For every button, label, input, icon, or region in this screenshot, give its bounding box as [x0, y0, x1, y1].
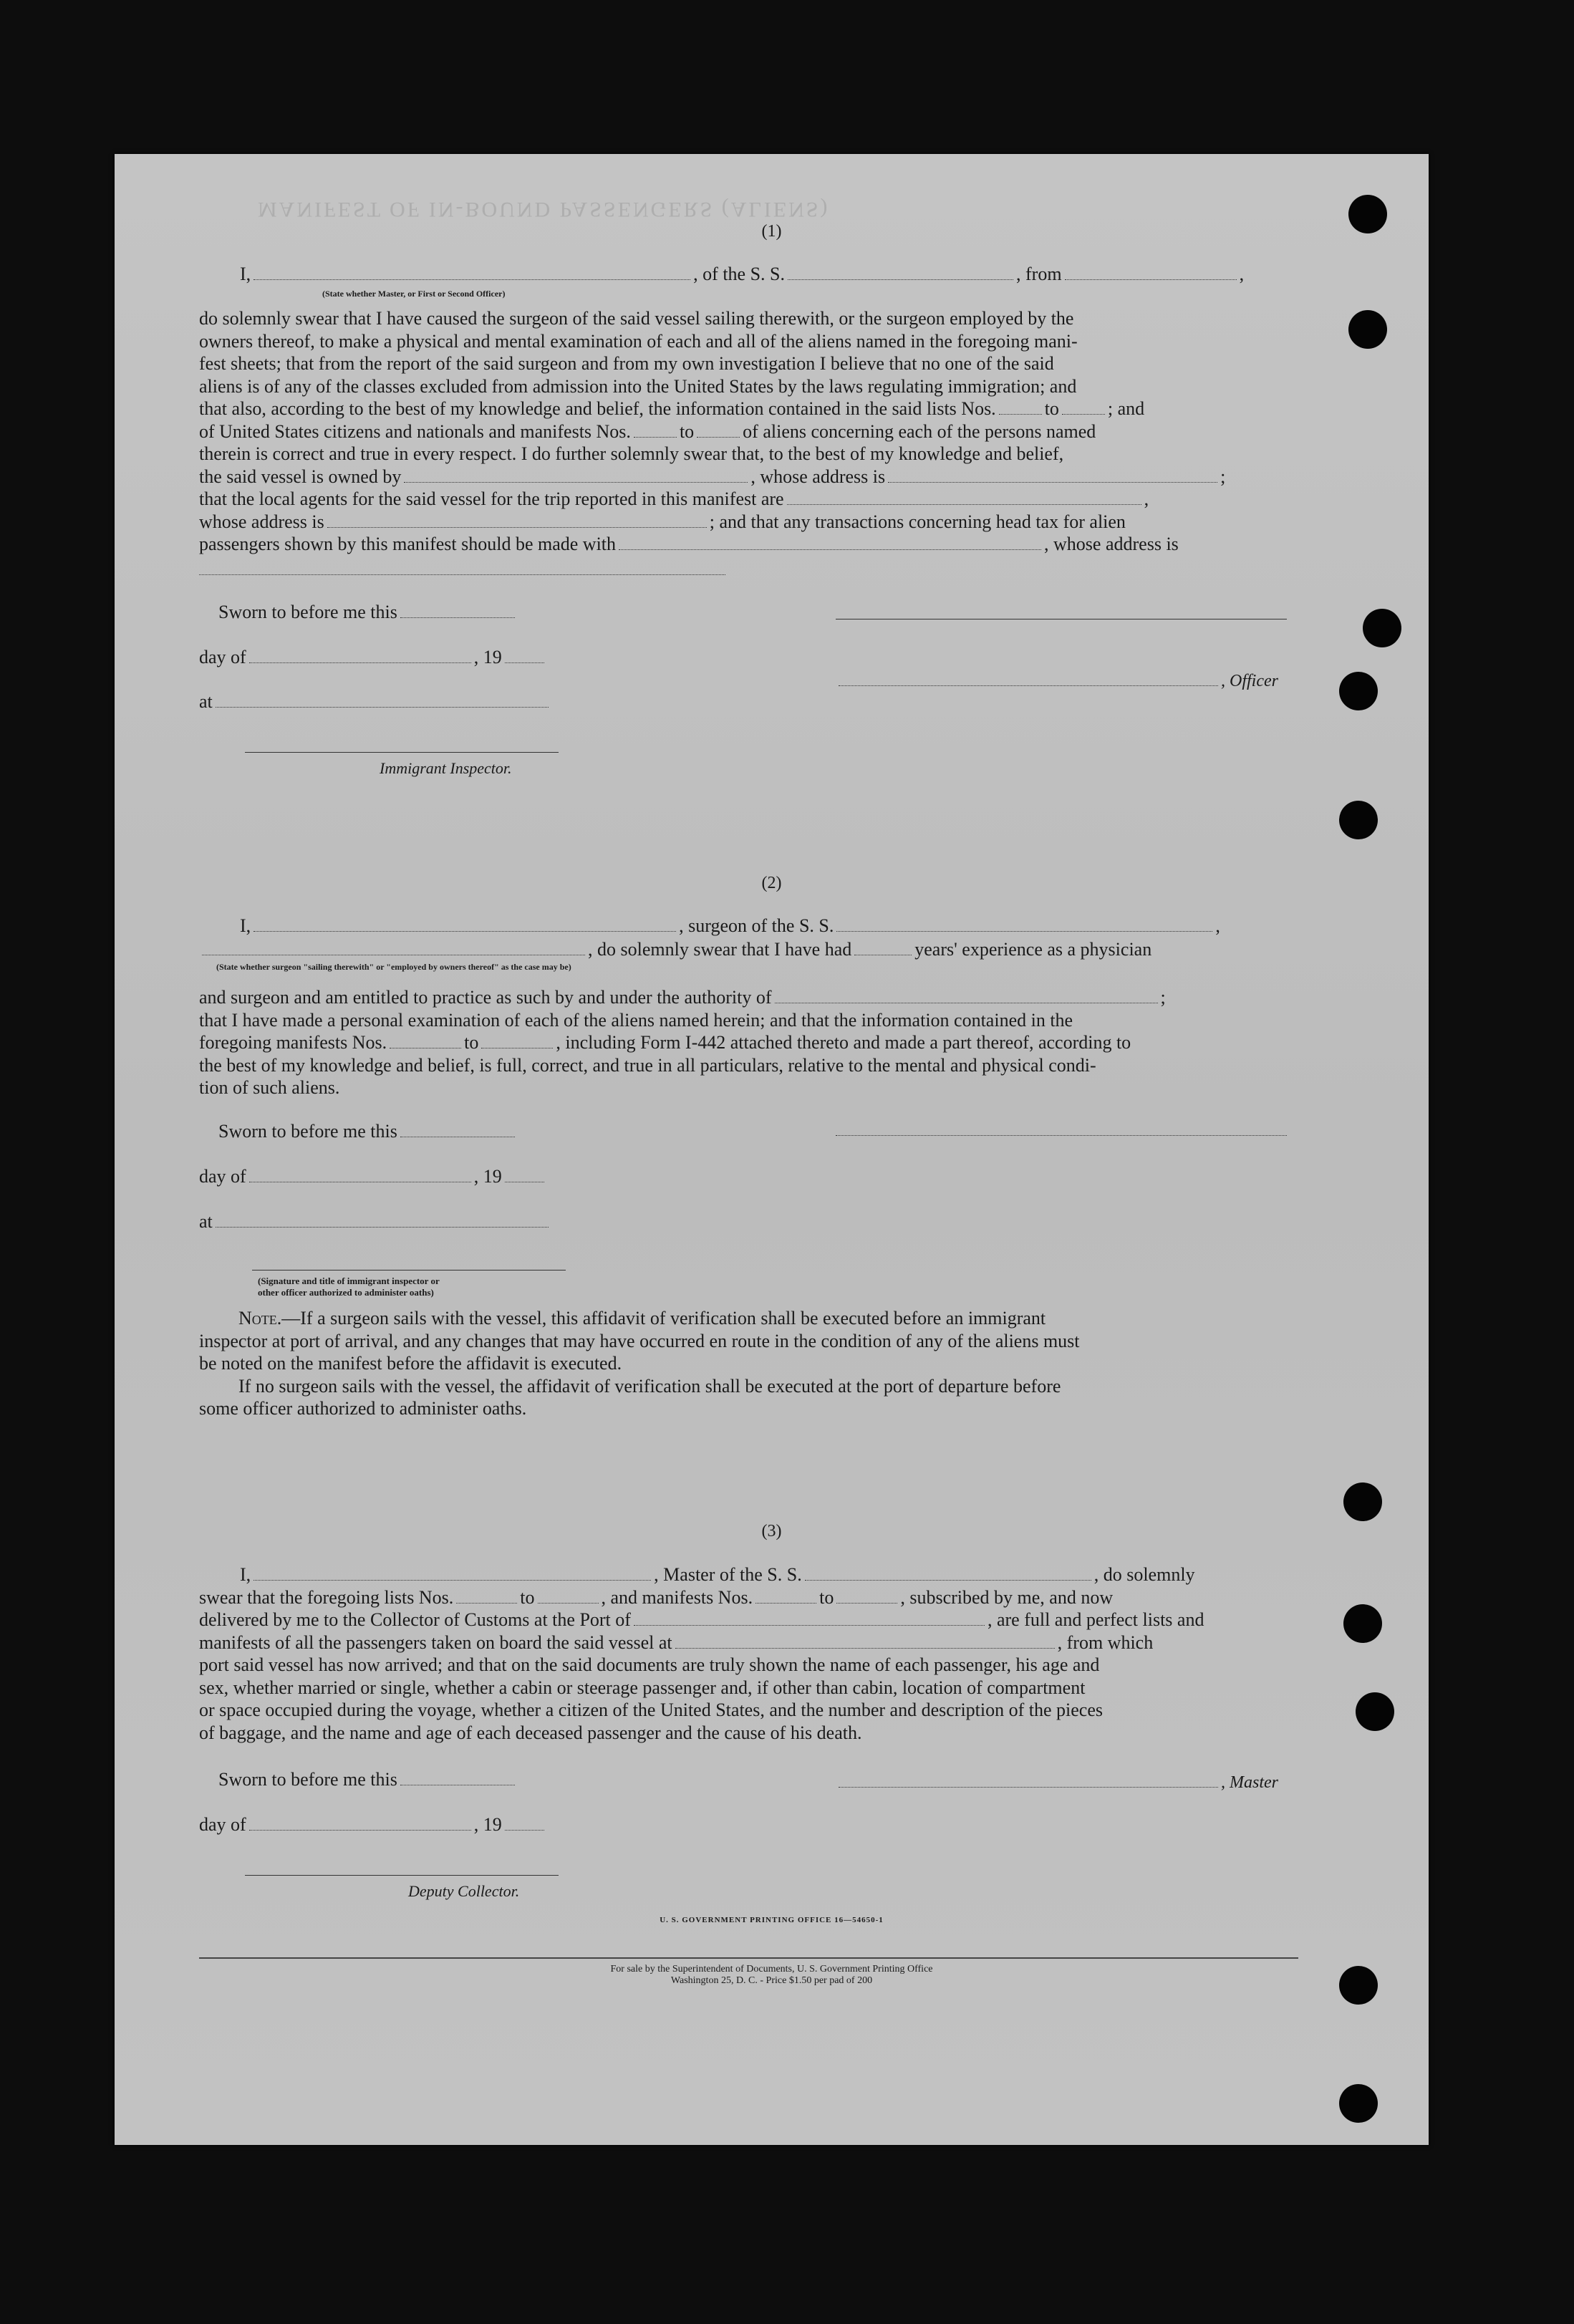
- s3-deputy-collector-label: Deputy Collector.: [408, 1882, 520, 1900]
- s1-at: at: [199, 691, 551, 713]
- binder-hole: [1339, 672, 1378, 710]
- s1-address-continuation-line: [199, 574, 725, 575]
- printer-imprint: U. S. GOVERNMENT PRINTING OFFICE 16—54650-1: [660, 1916, 884, 1924]
- binder-hole: [1356, 1692, 1394, 1731]
- s3-sworn: Sworn to before me this: [218, 1769, 518, 1790]
- bleed-through-text: MANIFEST OF IN-BOUND PASSENGERS (ALIENS): [258, 198, 830, 221]
- sale-line-1: For sale by the Superintendent of Documents, U. S. Government Printing Office: [610, 1964, 933, 1975]
- s2-sig-hint-1: (Signature and title of immigrant inspector or: [258, 1276, 440, 1286]
- s2-at: at: [199, 1211, 551, 1233]
- s2-oath-paragraph: and surgeon and am entitled to practice as such by and under the authority of ; that I have made a personal examination of each of the aliens named herein; and that the information contained in the foregoing manifests Nos. to , including Form I-442 attached thereto and made a part thereof, according to the best of my knowledge and belief, is full, correct, and true in all particulars, relative to the mental and physical condi- tion of such aliens.: [199, 987, 1166, 1098]
- s1-sworn: Sworn to before me this: [218, 602, 518, 623]
- section-1-number: (1): [761, 222, 782, 241]
- s2-day: day of , 19: [199, 1166, 547, 1187]
- s3-deputy-line: [245, 1875, 559, 1876]
- s2-inspector-line: [252, 1270, 566, 1271]
- footer-rule: [199, 1957, 1298, 1959]
- s2-sig-hint-2: other officer authorized to administer oaths): [258, 1287, 434, 1298]
- binder-hole: [1343, 1482, 1382, 1521]
- binder-hole: [1348, 310, 1387, 349]
- form-page: [115, 154, 1429, 2145]
- s2-line-2: , do solemnly swear that I have had years' experience as a physician: [199, 939, 1151, 960]
- s1-line-i: I, , of the S. S. , from ,: [240, 264, 1245, 284]
- s2-sworn: Sworn to before me this: [218, 1121, 518, 1142]
- s1-title-hint: (State whether Master, or First or Second Officer): [322, 289, 506, 299]
- binder-hole: [1363, 609, 1401, 647]
- s3-master-signature: , Master: [836, 1771, 1278, 1793]
- s3-day: day of , 19: [199, 1814, 547, 1836]
- binder-hole: [1343, 1604, 1382, 1643]
- s2-line-1: I, , surgeon of the S. S. ,: [240, 915, 1220, 936]
- s2-signature-line: [836, 1135, 1287, 1136]
- binder-hole: [1339, 2084, 1378, 2123]
- s2-surgeon-hint: (State whether surgeon "sailing therewith" or "employed by owners thereof" as the case may be): [216, 962, 571, 972]
- sale-line-2: Washington 25, D. C. - Price $1.50 per pad of 200: [670, 1975, 873, 1986]
- binder-hole: [1348, 195, 1387, 233]
- s1-oath-paragraph: do solemnly swear that I have caused the surgeon of the said vessel sailing therewith, or the surgeon employed by the owners thereof, to make a physical and mental examination of each and all of the aliens named in the foregoing mani- fest sheets; that from the report of the said surgeon and from my own investigation I believe that no one of the said aliens is of any of the classes excluded from admission into the United States by the laws regulating immigration; and that also, according to the best of my knowledge and belief, the information contained in the said lists Nos. to ; and of United States citizens and nationals and manifests Nos. to of aliens concerning each of the persons named therein is correct and true in every respect. I do further solemnly swear that, to the best of my knowledge and belief, the said vessel is owned by , whose address is ; that the local agents for the said vessel for the trip reported in this manifest are , whose address is ; and that any transactions concerning head tax for alien passengers shown by this manifest should be made with , whose address is: [199, 308, 1226, 554]
- s3-oath-paragraph: I, , Master of the S. S. , do solemnly swear that the foregoing lists Nos. to , and manifests Nos. to , subscribed by me, and now delivered by me to the Collector of Customs at the Port of , are full and perfect lists and manifests of all the passengers taken on board the said vessel at , from which port said vessel has now arrived; and that on the said documents are truly shown the name of each passenger, his age and sex, whether married or single, whether a cabin or steerage passenger and, if other than cabin, location of compartment or space occupied during the voyage, whether a citizen of the United States, and the number and description of the pieces of baggage, and the name and age of each deceased passenger and the cause of his death.: [199, 1564, 1204, 1743]
- s1-day: day of , 19: [199, 647, 547, 668]
- section-2-number: (2): [761, 874, 782, 892]
- s1-officer-signature: , Officer: [836, 670, 1278, 691]
- binder-hole: [1339, 801, 1378, 839]
- s2-note: Note.—If a surgeon sails with the vessel, this affidavit of verification shall be executed before an immigrant inspector at port of arrival, and any changes that may have occurred en route in the condition of any of the aliens must be noted on the manifest before the affidavit is executed. If no surgeon sails with the vessel, the affidavit of verification shall be executed at the port of departure before some officer authorized to administer oaths.: [199, 1308, 1080, 1419]
- binder-hole: [1339, 1966, 1378, 2005]
- s1-immigrant-inspector-label: Immigrant Inspector.: [380, 759, 512, 777]
- s1-inspector-line: [245, 752, 559, 753]
- section-3-number: (3): [761, 1522, 782, 1541]
